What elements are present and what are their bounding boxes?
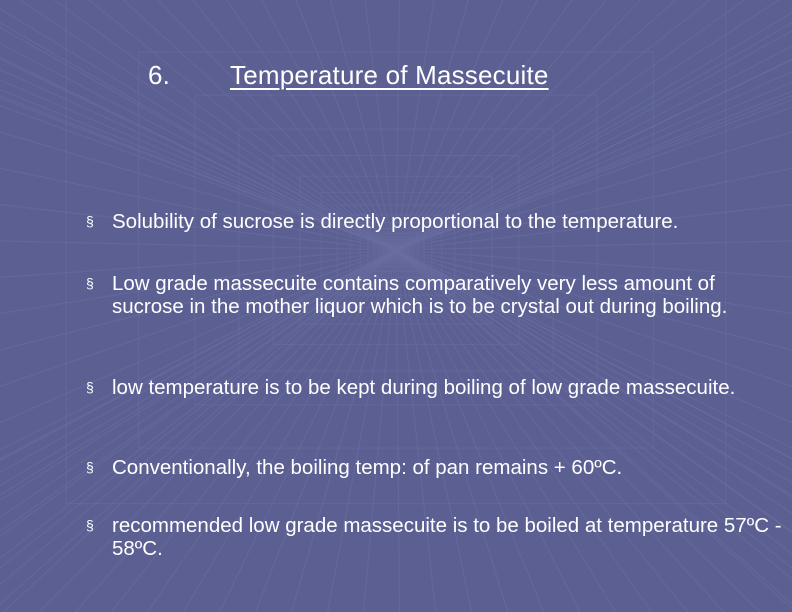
bullet-item [86, 272, 786, 318]
bullet-text: low temperature is to be kept during boiling of low grade massecuite. [112, 376, 736, 399]
bullet-item [86, 456, 786, 479]
bullet-text: recommended low grade massecuite is to be boiled at temperature 57ºC - 58ºC. [112, 514, 782, 560]
bullet-marker-icon: § [86, 517, 94, 533]
slide-title [148, 60, 549, 91]
title-number: 6. [148, 60, 171, 90]
bullet-text: Conventionally, the boiling temp: of pan remains + 60ºC. [112, 456, 623, 479]
bullet-marker-icon: § [86, 379, 94, 395]
bullet-marker-icon: § [86, 459, 94, 475]
bullet-text: Low grade massecuite contains comparatively very less amount of sucrose in the mother liquor which is to be crystal out during boiling. [112, 272, 728, 318]
bullet-text: Solubility of sucrose is directly proportional to the temperature. [112, 210, 679, 233]
bullet-marker-icon: § [86, 213, 94, 229]
bullet-item [86, 514, 786, 560]
bullet-marker-icon: § [86, 275, 94, 291]
title-text: Temperature of Massecuite [230, 60, 549, 90]
bullet-item [86, 376, 786, 399]
bullet-item [86, 210, 786, 233]
